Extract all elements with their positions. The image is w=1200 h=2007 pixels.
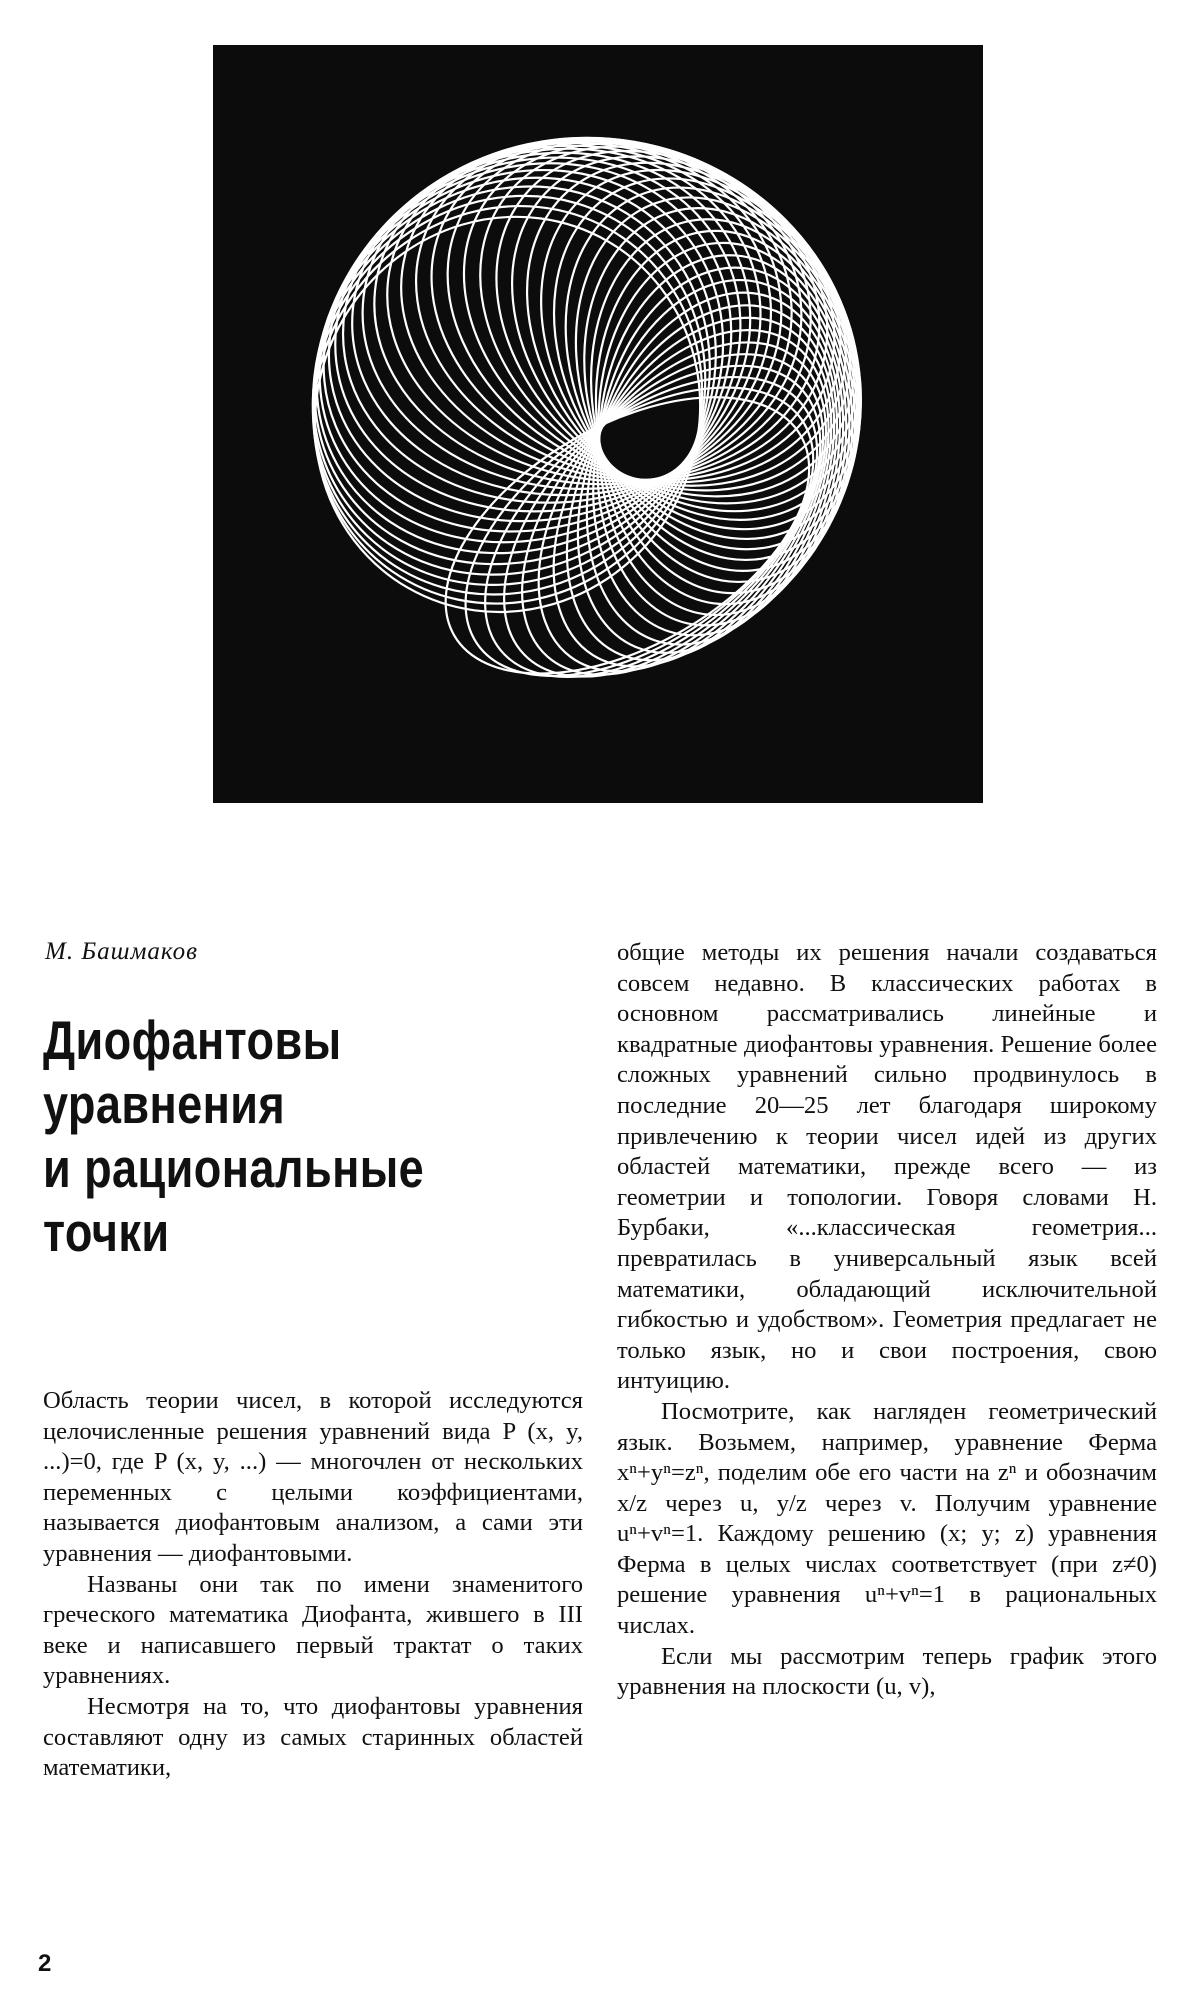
spirograph-svg bbox=[213, 45, 983, 803]
author-name: М. Башмаков bbox=[45, 938, 198, 965]
title-line-4: точки bbox=[43, 1201, 170, 1263]
paragraph: Несмотря на то, что диофантовы уравнения составляют одну из самых старинных областей математики, bbox=[43, 1692, 583, 1782]
spirograph-illustration bbox=[213, 45, 983, 803]
spiro-loop bbox=[243, 86, 805, 630]
paragraph: Посмотрите, как нагляден геометрический язык. Возьмем, например, уравнение Ферма xⁿ+yⁿ=zⁿ, поделим обе его части на zⁿ и обозначим x/z через u, y/z через v. Получим уравнение uⁿ+vⁿ=1. Каждому решению (x; y; z) уравнения Ферма в целых числах соответствует (при z≠0) решение уравнения uⁿ+vⁿ=1 в рациональных числах. bbox=[617, 1397, 1157, 1640]
paragraph: Если мы рассмотрим теперь график этого уравнения на плоскости (u, v), bbox=[617, 1642, 1157, 1701]
paragraph: Область теории чисел, в которой исследуются целочисленные решения уравнений вида P (x, y, ...)=0, где P (x, y, ...) — многочлен от нескольких переменных с целыми коэффициентами, называется диофантовым анализом, а сами эти уравнения — диофантовыми. bbox=[43, 1387, 583, 1567]
paragraph: общие методы их решения начали создаваться совсем недавно. В классических работах в основном рассматривались линейные и квадратные диофантовы уравнения. Решение более сложных уравнений сильно продвинулось в последние 20—25 лет благодаря широкому привлечению к теории чисел идей из других областей математики, прежде всего — из геометрии и топологии. Говоря словами Н. Бурбаки, «...классическая геометрия... превратилась в универсальный язык всей математики, обладающий исключительной гибкостью и удобством». Геометрия предлагает не только язык, но и свои построения, свою интуицию. bbox=[617, 939, 1157, 1395]
right-text-column bbox=[617, 938, 1157, 1703]
paragraph: Названы они так по имени знаменитого греческого математика Диофанта, жившего в III веке и написавшего первый трактат о таких уравнениях. bbox=[43, 1570, 583, 1690]
page-number: 2 bbox=[38, 1950, 52, 1977]
title-line-1: Диофантовы bbox=[43, 1009, 342, 1071]
title-line-2: уравнения bbox=[43, 1073, 286, 1135]
left-text-column bbox=[43, 1386, 583, 1784]
title-line-3: и рациональные bbox=[43, 1137, 425, 1199]
article-title bbox=[43, 1008, 502, 1264]
